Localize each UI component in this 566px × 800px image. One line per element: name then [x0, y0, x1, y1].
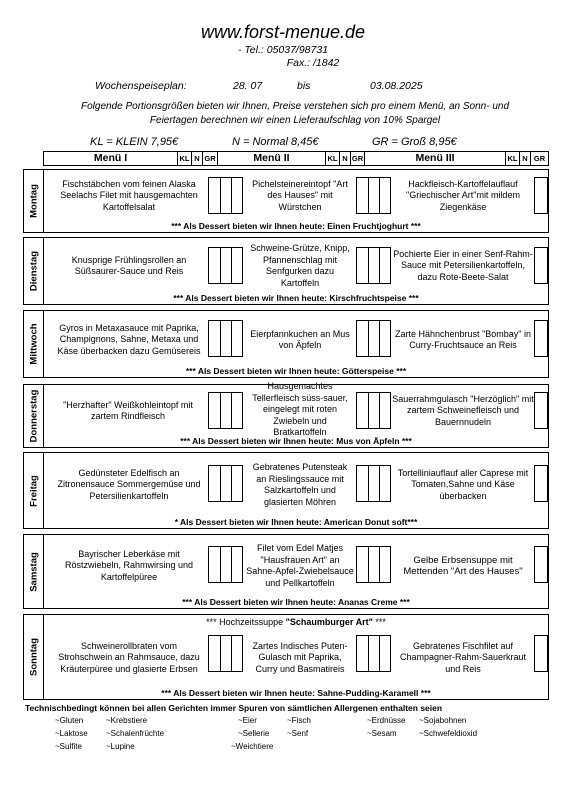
menu2-dish: Pichelsteinereintopf "Art des Hauses" mit Würstchen [252, 178, 348, 212]
menu1-dish: Gyros in Metaxasauce mit Paprika, Champignons, Sahne, Metaxa und Käse überbacken dazu Gemüsereis [57, 322, 201, 356]
order-boxes-menu3[interactable] [534, 177, 548, 214]
order-boxes-menu3[interactable] [534, 465, 548, 502]
day-label: Freitag [28, 474, 39, 507]
allergen: ~Fisch [287, 716, 311, 725]
allergen: ~Gluten [55, 716, 84, 725]
day-label: Dienstag [28, 250, 39, 292]
website-title: www.forst-menue.de [200, 22, 366, 42]
fax: Fax.: /1842 [286, 57, 340, 69]
week-bis: bis [297, 80, 311, 92]
day-block-dienstag [23, 237, 549, 305]
day-block-samstag [23, 534, 549, 609]
order-boxes-menu3[interactable] [534, 546, 548, 583]
menu1-dish: Schweinerollbraten vom Strohschwein an Rahmsauce, dazu Kräuterpüree und glasierte Erbsen [58, 640, 200, 674]
allergen: ~Lupine [106, 742, 135, 751]
menu1-dish: Knusprige Frühlingsrollen an Süßsaurer-Sauce und Reis [71, 254, 187, 276]
dessert-text: *** Als Dessert bieten wir Ihnen heute: Kirschfruchtspeise *** [173, 293, 419, 303]
gr-header: GR [533, 154, 546, 163]
allergen: ~Sulfite [55, 742, 82, 751]
order-boxes-menu2[interactable] [356, 247, 391, 284]
dessert-text: *** Als Dessert bieten wir Ihnen heute: Götterspeise *** [185, 366, 407, 376]
menu3-dish: Hackfleisch-Kartoffelauflauf "Griechischer Art"mit mildem Ziegenkäse [406, 178, 520, 212]
order-boxes-menu3[interactable] [534, 635, 548, 672]
dessert-text: *** Als Dessert bieten wir Ihnen heute: Mus von Äpfeln *** [180, 436, 412, 446]
kl-header: KL [179, 154, 190, 163]
menu3-dish: Tortelliniauflauf aller Caprese mit Tomaten,Sahne und Käse überbacken [397, 467, 529, 501]
day-label: Donnerstag [28, 389, 39, 443]
allergen: ~Krebstiere [106, 716, 148, 725]
size-n: N = Normal 8,45€ [232, 136, 319, 148]
week-from: 28. 07 [233, 80, 263, 92]
allergen: ~Sojabohnen [419, 716, 467, 725]
menu3-header: Menü III [415, 152, 455, 164]
order-boxes-menu2[interactable] [356, 465, 391, 502]
order-boxes-menu3[interactable] [534, 392, 548, 429]
column-header-row [43, 151, 549, 166]
order-boxes-menu2[interactable] [356, 546, 391, 583]
menu3-dish: Gelbe Erbsensuppe mit Mettenden "Art des Hauses" [403, 554, 523, 577]
allergen: ~Senf [287, 729, 309, 738]
menu2-header: Menü II [253, 152, 290, 164]
allergen: ~Sellerie [238, 729, 270, 738]
day-block-donnerstag [23, 381, 549, 448]
dessert-text: *** Als Dessert bieten wir Ihnen heute: Sahne-Pudding-Karamell *** [161, 688, 431, 698]
menu1-dish: Fischstäbchen vom feinen Alaska Seelachs Filet mit hausgemachten Kartoffelsalat [60, 178, 198, 212]
day-label: Sonntag [28, 638, 39, 676]
menu1-dish: Bayrischer Leberkäse mit Röstzwiebeln, Rahmwirsing und Kartoffelpüree [64, 548, 194, 582]
dessert-text: *** Als Dessert bieten wir Ihnen heute: Einen Fruchtjoghurt *** [171, 221, 421, 231]
menu1-dish: "Herzhafter" Weißkohleintopf mit zartem Rindfleisch [63, 399, 193, 421]
size-kl: KL = KLEIN 7,95€ [90, 136, 179, 148]
week-label: Wochenspeiseplan: [95, 80, 187, 92]
allergen: ~Eier [238, 716, 257, 725]
kl-header: KL [327, 154, 338, 163]
menu1-header: Menü I [93, 152, 128, 164]
day-label: Mittwoch [28, 323, 39, 365]
order-boxes-menu1[interactable] [208, 320, 243, 357]
kl-header: KL [507, 154, 518, 163]
order-boxes-menu1[interactable] [208, 392, 243, 429]
menu3-dish: Zarte Hähnchenbrust "Bombay" in Curry-Fruchtsauce an Reis [395, 328, 531, 350]
size-gr: GR = Groß 8,95€ [372, 136, 457, 148]
menu2-dish: Hausgemachtes Tellerfleisch süss-sauer, eingelegt mit roten Zwiebeln und Bratkartoffeln [252, 381, 348, 438]
day-block-mittwoch [23, 310, 549, 378]
menu3-dish: Gebratenes Fischfilet auf Champagner-Rahm-Sauerkraut und Reis [399, 640, 527, 674]
gr-header: GR [351, 154, 364, 163]
allergen: ~Sesam [367, 729, 397, 738]
order-boxes-menu2[interactable] [356, 635, 391, 672]
allergen: ~Laktose [55, 729, 88, 738]
menu3-dish: Sauerrahmgulasch "Herzöglich" mit zartem Schweinefleisch und Bauernnudeln [392, 393, 534, 427]
order-boxes-menu2[interactable] [356, 177, 391, 214]
allergen: ~Schalenfrüchte [106, 729, 165, 738]
menu3-dish: Pochierte Eier in einer Senf-Rahm-Sauce mit Petersilienkartoffeln, dazu Rote-Beete-Salat [393, 248, 533, 282]
telephone: - Tel.: 05037/98731 [237, 44, 329, 56]
allergen: ~Schwefeldioxid [419, 729, 478, 738]
day-label: Samstag [28, 551, 39, 592]
day-block-sonntag [23, 614, 549, 700]
intro-text: Folgende Portionsgrößen bieten wir Ihnen, Preise verstehen sich pro einem Menü, an Sonn- und Feiertagen berechnen wir einen Lieferaufschlag von 10% Spargel [80, 101, 510, 126]
order-boxes-menu1[interactable] [208, 635, 243, 672]
menu2-dish: Gebratenes Putensteak an Rieslingssauce mit Salzkartoffeln und glasierten Möhren [252, 462, 348, 507]
order-boxes-menu2[interactable] [356, 392, 391, 429]
order-boxes-menu1[interactable] [208, 177, 243, 214]
order-boxes-menu1[interactable] [208, 247, 243, 284]
special-soup: *** Hochzeitssuppe "Schaumburger Art" *** [206, 617, 386, 627]
menu2-dish: Filet vom Edel Matjes "Hausfrauen Art" an Sahne-Apfel-Zwiebelsauce und Pellkartoffeln [246, 543, 354, 588]
allergen: ~Erdnüsse [367, 716, 406, 725]
day-label: Montag [28, 184, 39, 218]
day-block-montag [23, 169, 549, 233]
dessert-text: * Als Dessert bieten wir Ihnen heute: American Donut soft*** [174, 517, 418, 527]
day-block-freitag [23, 452, 549, 529]
allergen: ~Weichtiere [231, 742, 274, 751]
order-boxes-menu3[interactable] [534, 247, 548, 284]
gr-header: GR [204, 154, 216, 163]
n-header: N [522, 154, 528, 163]
dessert-text: *** Als Dessert bieten wir Ihnen heute: Ananas Creme *** [182, 597, 410, 607]
n-header: N [194, 154, 200, 163]
order-boxes-menu2[interactable] [356, 320, 391, 357]
menu1-dish: Gedünsteter Edelfisch an Zitronensauce Sommergemüse und Petersilienkartoffeln [57, 467, 201, 501]
n-header: N [342, 154, 348, 163]
menu2-dish: Zartes Indisches Puten-Gulasch mit Paprika, Curry und Basmatireis [252, 640, 348, 674]
menu2-dish: Eierpfannkuchen an Mus von Äpfeln [250, 328, 350, 350]
menu2-dish: Schweine-Grütze, Knipp, Pfannenschlag mit Senfgurken dazu Kartoffeln [250, 243, 350, 288]
order-boxes-menu3[interactable] [534, 320, 548, 357]
order-boxes-menu1[interactable] [208, 546, 243, 583]
allergens-title: Technischbedingt können bei allen Gerichten immer Spuren von sämtlichen Allergenen enthalten seien [25, 703, 443, 713]
order-boxes-menu1[interactable] [208, 465, 243, 502]
week-to: 03.08.2025 [370, 80, 423, 92]
